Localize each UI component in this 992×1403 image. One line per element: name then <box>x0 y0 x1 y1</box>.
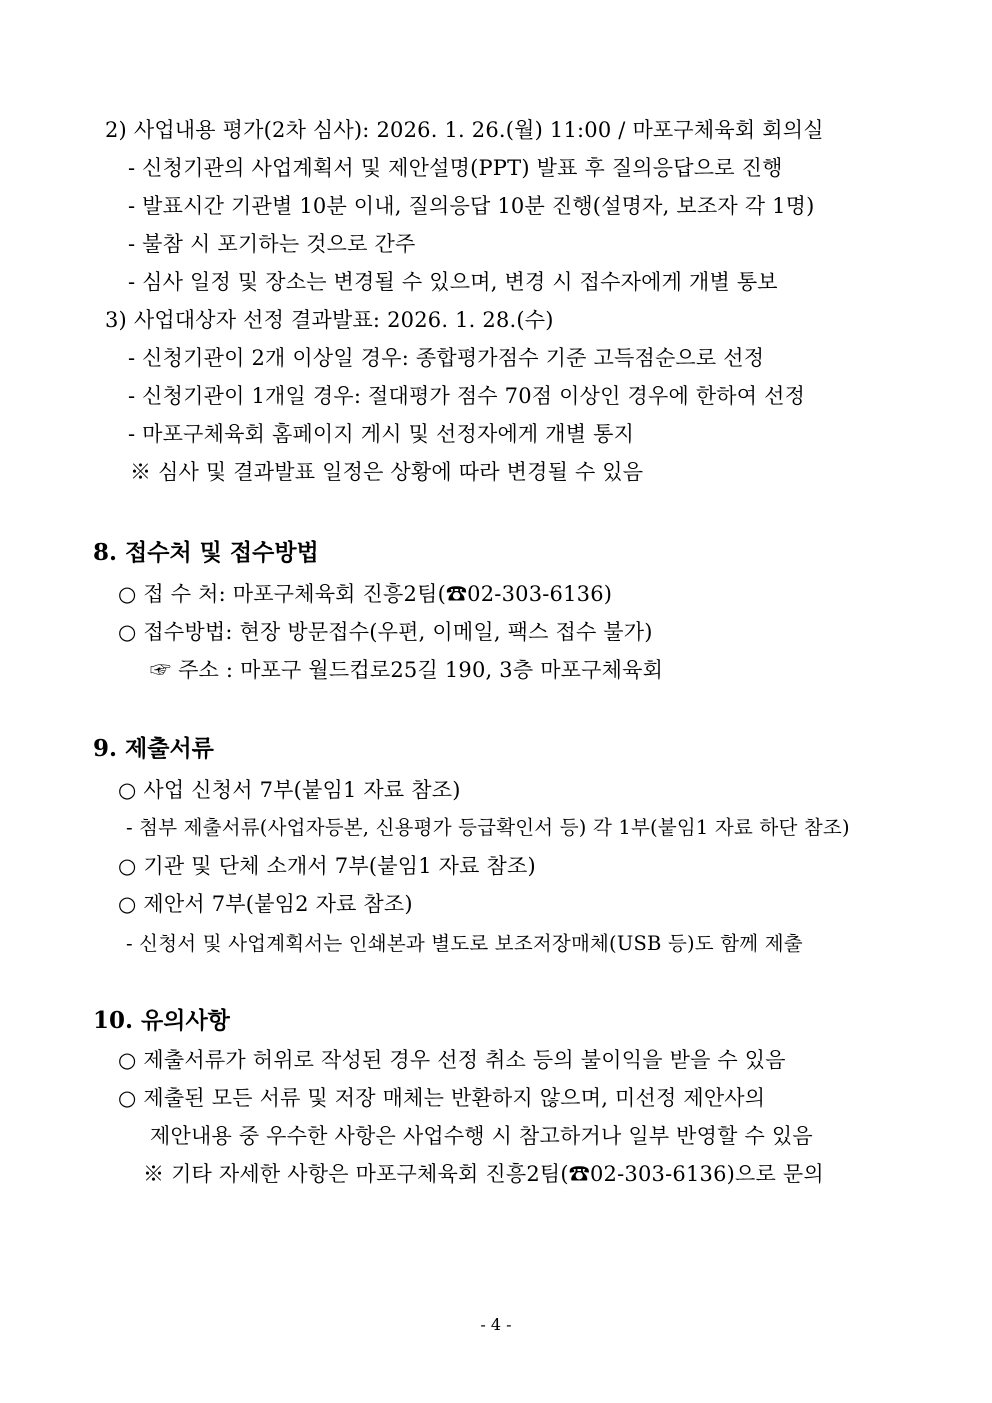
section9-line-5: - 신청서 및 사업계획서는 인쇄본과 별도로 보조저장매체(USB 등)도 함께 제출 <box>126 932 803 955</box>
item3-title: 3) 사업대상자 선정 결과발표: 2026. 1. 28.(수) <box>105 308 554 332</box>
section10-line-1: ○ 제출서류가 허위로 작성된 경우 선정 취소 등의 불이익을 받을 수 있음 <box>118 1048 786 1072</box>
section10-title: 10. 유의사항 <box>93 1007 230 1034</box>
item2-bullet-1: - 신청기관의 사업계획서 및 제안설명(PPT) 발표 후 질의응답으로 진행 <box>128 156 783 180</box>
section9-line-2: - 첨부 제출서류(사업자등본, 신용평가 등급확인서 등) 각 1부(붙임1 자료 하단 참조) <box>126 816 850 839</box>
section9-title: 9. 제출서류 <box>93 735 214 762</box>
section8-line-2: ○ 접수방법: 현장 방문접수(우편, 이메일, 팩스 접수 불가) <box>118 620 653 644</box>
item3-bullet-3: - 마포구체육회 홈페이지 게시 및 선정자에게 개별 통지 <box>128 422 635 446</box>
section10-line-3: 제안내용 중 우수한 사항은 사업수행 시 참고하거나 일부 반영할 수 있음 <box>150 1124 813 1148</box>
section9-line-4: ○ 제안서 7부(붙임2 자료 참조) <box>118 892 413 916</box>
section8-address: ☞ 주소 : 마포구 월드컵로25길 190, 3층 마포구체육회 <box>150 658 664 682</box>
item2-bullet-2: - 발표시간 기관별 10분 이내, 질의응답 10분 진행(설명자, 보조자 각 1명) <box>128 194 815 218</box>
section10-line-2: ○ 제출된 모든 서류 및 저장 매체는 반환하지 않으며, 미선정 제안사의 <box>118 1086 766 1110</box>
section9-line-3: ○ 기관 및 단체 소개서 7부(붙임1 자료 참조) <box>118 854 536 878</box>
page-number: - 4 - <box>480 1315 512 1334</box>
section9-line-1: ○ 사업 신청서 7부(붙임1 자료 참조) <box>118 778 461 802</box>
section8-title: 8. 접수처 및 접수방법 <box>93 539 319 566</box>
section8-line-1: ○ 접 수 처: 마포구체육회 진흥2팀(☎02-303-6136) <box>118 582 613 606</box>
item3-bullet-1: - 신청기관이 2개 이상일 경우: 종합평가점수 기준 고득점순으로 선정 <box>128 346 765 370</box>
schedule-note: ※ 심사 및 결과발표 일정은 상황에 따라 변경될 수 있음 <box>130 460 644 484</box>
item2-bullet-3: - 불참 시 포기하는 것으로 간주 <box>128 232 416 256</box>
section10-note: ※ 기타 자세한 사항은 마포구체육회 진흥2팀(☎02-303-6136)으로 문의 <box>143 1162 824 1186</box>
item3-bullet-2: - 신청기관이 1개일 경우: 절대평가 점수 70점 이상인 경우에 한하여 선정 <box>128 384 806 408</box>
item2-title: 2) 사업내용 평가(2차 심사): 2026. 1. 26.(월) 11:00 / 마포구체육회 회의실 <box>105 118 824 142</box>
item2-bullet-4: - 심사 일정 및 장소는 변경될 수 있으며, 변경 시 접수자에게 개별 통보 <box>128 270 778 294</box>
